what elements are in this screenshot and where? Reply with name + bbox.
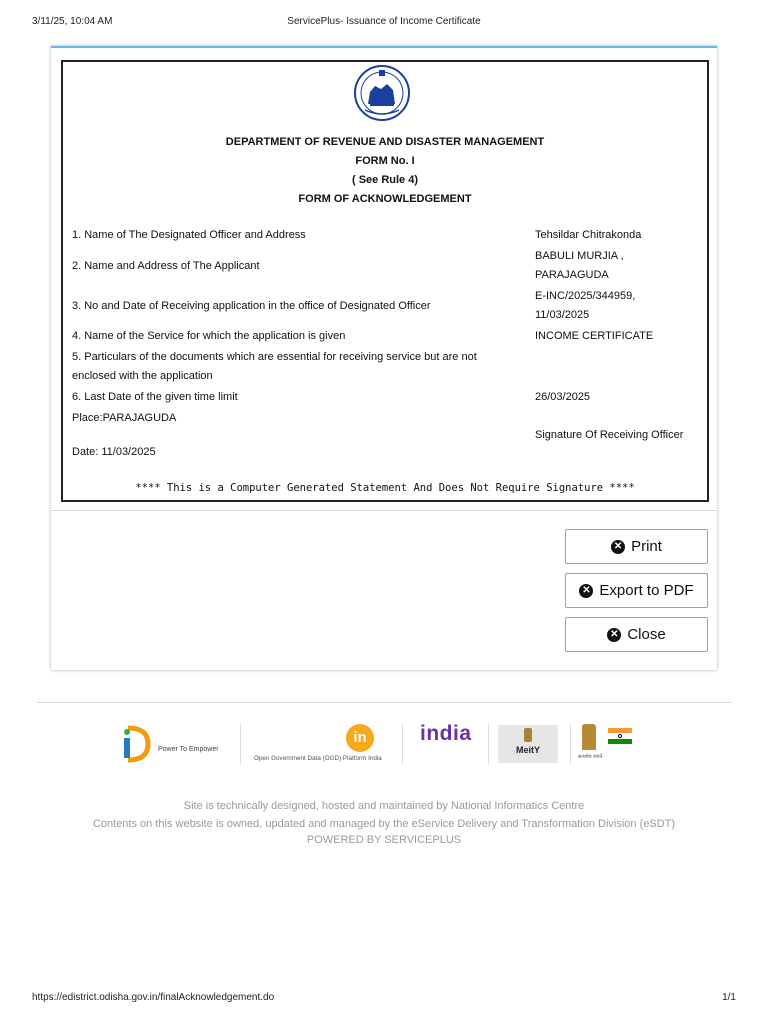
signature-label: Signature Of Receiving Officer [535, 429, 684, 441]
print-page-title: ServicePlus- Issuance of Income Certificate [287, 16, 481, 27]
form-title: FORM OF ACKNOWLEDGEMENT [298, 193, 472, 205]
meity-label: MeitY [515, 745, 540, 755]
logo-divider [570, 724, 571, 764]
row-6-value: 26/03/2025 [535, 391, 591, 403]
close-button-label: Close [627, 626, 666, 643]
close-circle-icon: ✕ [579, 584, 593, 598]
print-header [32, 16, 736, 32]
close-circle-icon: ✕ [611, 540, 625, 554]
ashoka-emblem-icon [582, 724, 596, 750]
department-heading: DEPARTMENT OF REVENUE AND DISASTER MANAGEMENT [225, 136, 545, 148]
emblem-icon [524, 728, 532, 742]
meity-logo[interactable] [498, 725, 558, 763]
form-number: FORM No. I [355, 155, 415, 167]
digital-india-logo[interactable] [118, 724, 240, 766]
ack-date: Date: 11/03/2025 [72, 446, 156, 458]
computer-generated-note: **** This is a Computer Generated Statement And Does Not Require Signature **** [135, 482, 635, 494]
digital-india-icon [118, 724, 154, 764]
row-5-label-line-1: 5. Particulars of the documents which are essential for receiving service but are not [72, 351, 477, 363]
row-1-label: 1. Name of The Designated Officer and Address [72, 229, 306, 241]
logo-divider [488, 724, 489, 764]
logo-divider [402, 724, 403, 764]
footer-nic-line: Site is technically designed, hosted and maintained by National Informatics Centre [183, 800, 585, 812]
acknowledgement-form [61, 60, 709, 502]
row-3-value-line-1: E-INC/2025/344959, [535, 290, 636, 302]
footer-esdt-line: Contents on this website is owned, updated and managed by the eService Delivery and Transformation Division (eSDT) [92, 818, 676, 830]
ogd-in-icon: in [346, 724, 374, 752]
ogd-caption: Open Government Data (OGD) Platform India [254, 755, 382, 762]
print-url: https://edistrict.odisha.gov.in/finalAcknowledgement.do [32, 992, 275, 1003]
place: Place:PARAJAGUDA [72, 412, 177, 424]
row-4-label: 4. Name of the Service for which the application is given [72, 330, 346, 342]
row-2-value-line-1: BABULI MURJIA , [535, 250, 624, 262]
odisha-emblem-icon [353, 64, 411, 122]
ogd-logo[interactable] [250, 722, 400, 766]
row-6-label: 6. Last Date of the given time limit [72, 391, 238, 403]
print-button-label: Print [631, 538, 662, 555]
logo-divider [240, 724, 241, 764]
row-5-label-line-2: enclosed with the application [72, 370, 213, 382]
acknowledgement-panel [51, 46, 717, 670]
footer-powered-by: POWERED BY SERVICEPLUS [306, 834, 462, 846]
row-1-value: Tehsildar Chitrakonda [535, 229, 642, 241]
row-3-value-line-2: 11/03/2025 [535, 309, 590, 321]
india-wordmark[interactable]: india [420, 722, 472, 745]
close-button[interactable] [565, 617, 708, 652]
row-3-label: 3. No and Date of Receiving application in the office of Designated Officer [72, 300, 431, 312]
export-pdf-button-label: Export to PDF [599, 582, 694, 599]
panel-divider [51, 510, 717, 511]
footer-divider [37, 702, 732, 703]
satyamev-text: सत्यमेव जयते [578, 754, 603, 760]
print-footer [32, 992, 736, 1006]
row-2-label: 2. Name and Address of The Applicant [72, 260, 260, 272]
form-rule: ( See Rule 4) [351, 174, 419, 186]
india-flag-icon [608, 728, 632, 744]
digital-india-tagline: Power To Empower [158, 746, 219, 753]
print-page-number: 1/1 [722, 992, 736, 1003]
close-circle-icon: ✕ [607, 628, 621, 642]
row-2-value-line-2: PARAJAGUDA [535, 269, 609, 281]
national-emblem-logo[interactable] [578, 724, 638, 766]
print-button[interactable] [565, 529, 708, 564]
print-datetime: 3/11/25, 10:04 AM [32, 16, 113, 27]
export-pdf-button[interactable] [565, 573, 708, 608]
row-4-value: INCOME CERTIFICATE [535, 330, 654, 342]
